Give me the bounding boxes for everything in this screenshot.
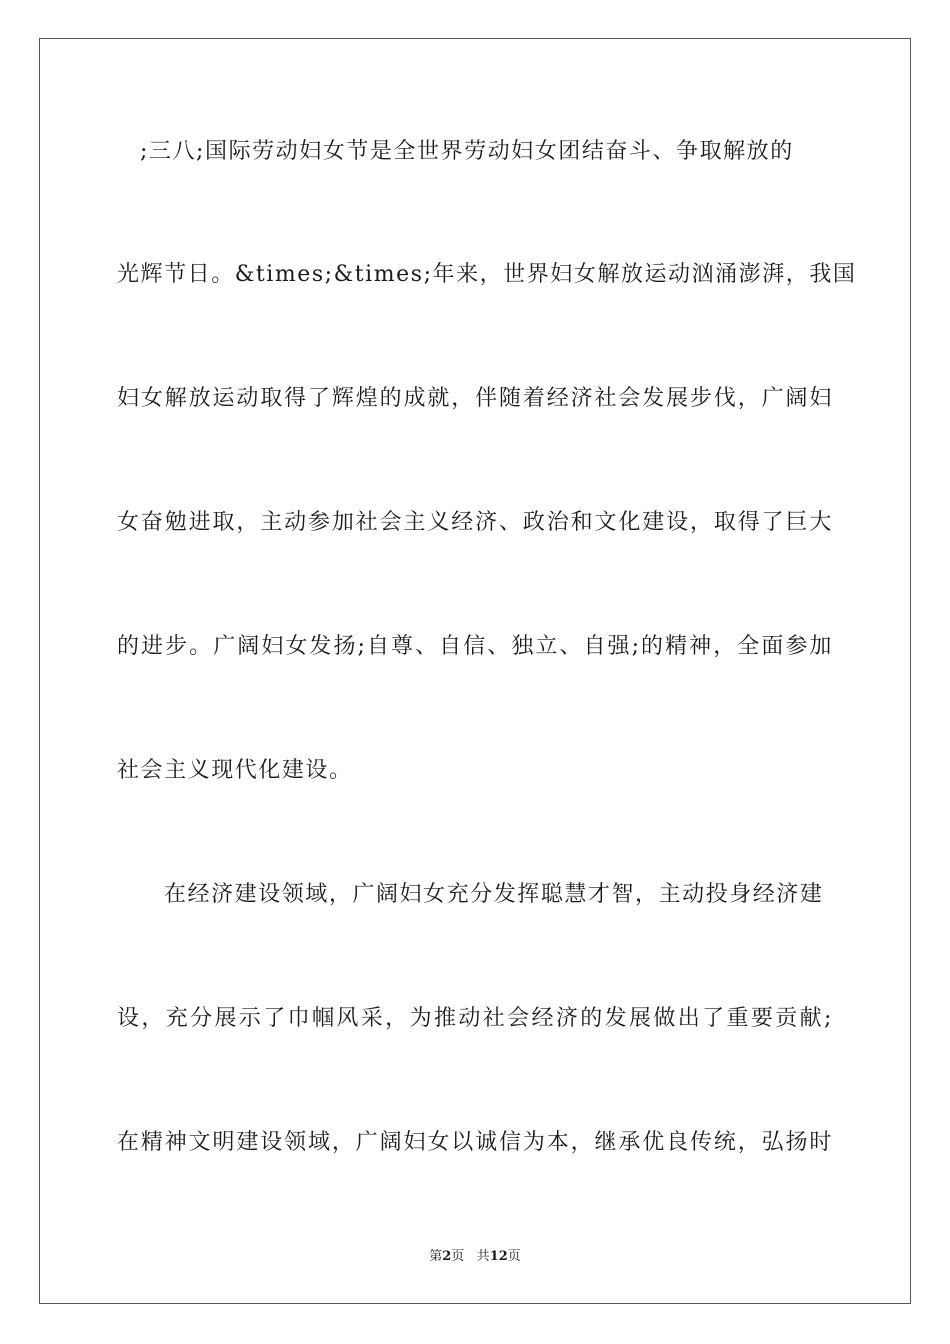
page-footer [0, 1245, 950, 1264]
footer-total-prefix: 共 [476, 1249, 490, 1264]
paragraph-line-6: 社会主义现代化建设。 [117, 758, 353, 783]
footer-page-prefix: 第 [429, 1249, 443, 1264]
footer-page-suffix: 页 [451, 1249, 465, 1264]
footer-page-number: 2 [442, 1249, 452, 1264]
footer-total-suffix: 页 [507, 1249, 521, 1264]
paragraph-line-5: 的进步。广阔妇女发扬;自尊、自信、独立、自强;的精神，全面参加 [117, 634, 833, 659]
paragraph-line-3: 妇女解放运动取得了辉煌的成就，伴随着经济社会发展步伐，广阔妇 [117, 386, 833, 411]
paragraph-line-9: 在精神文明建设领域，广阔妇女以诚信为本，继承优良传统，弘扬时 [117, 1130, 833, 1155]
footer-total-pages: 12 [489, 1249, 508, 1264]
paragraph-line-7: 在经济建设领域，广阔妇女充分发挥聪慧才智，主动投身经济建 [164, 882, 824, 907]
paragraph-line-8: 设，充分展示了巾帼风采，为推动社会经济的发展做出了重要贡献; [117, 1006, 833, 1031]
paragraph-line-2: 光辉节日。&times;&times;年来，世界妇女解放运动汹涌澎湃，我国 [117, 262, 857, 287]
paragraph-line-1: ;三八;国际劳动妇女节是全世界劳动妇女团结奋斗、争取解放的 [140, 139, 794, 164]
paragraph-line-4: 女奋勉进取，主动参加社会主义经济、政治和文化建设，取得了巨大 [117, 510, 833, 535]
page-frame [39, 38, 911, 1304]
